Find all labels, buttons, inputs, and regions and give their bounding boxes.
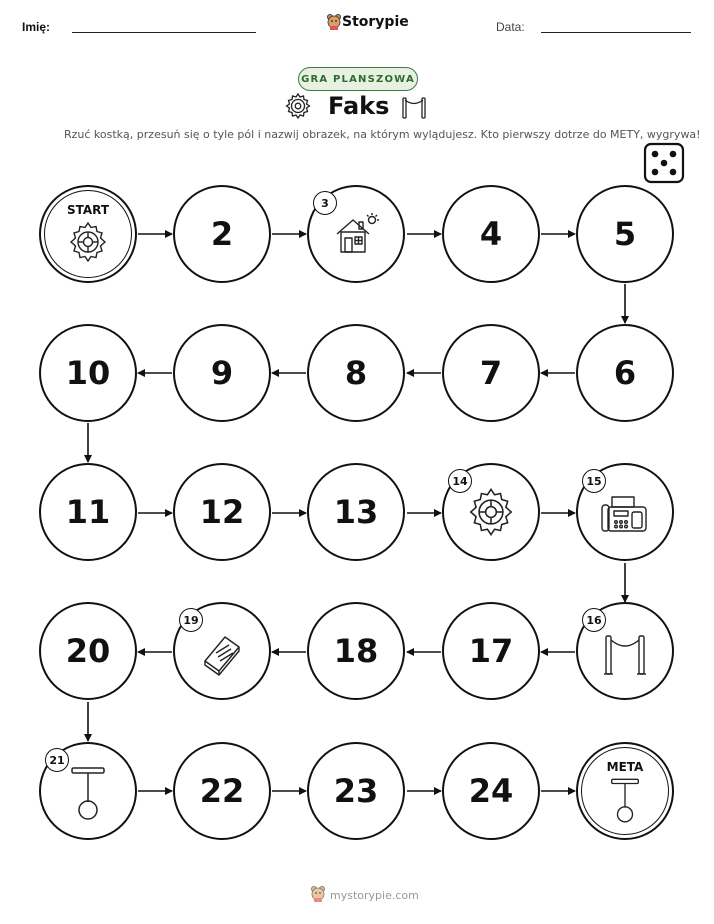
space-number: 17: [468, 632, 514, 670]
space-number: 5: [613, 215, 637, 253]
board-space: [576, 185, 674, 283]
space-number: 9: [210, 354, 234, 392]
space-number: 24: [468, 772, 514, 810]
space-tag: 21: [45, 748, 69, 772]
book-icon: [199, 631, 245, 677]
footer-bear-icon: [309, 885, 327, 903]
rope-barrier-icon: [602, 632, 648, 678]
meta-label: META: [606, 760, 644, 774]
space-number: 18: [333, 632, 379, 670]
pendulum-icon: [68, 764, 108, 824]
start-label: START: [66, 203, 110, 217]
board-space: [307, 602, 405, 700]
space-number: 4: [479, 215, 503, 253]
footer-url[interactable]: mystorypie.com: [330, 889, 419, 902]
board-space: [442, 185, 540, 283]
space-number: 22: [199, 772, 245, 810]
board-space: [442, 602, 540, 700]
house-icon: [331, 212, 381, 256]
board-space: [307, 463, 405, 561]
board-space: [173, 185, 271, 283]
space-number: 20: [65, 632, 111, 670]
pendulum-icon: [608, 776, 642, 826]
name-line[interactable]: [72, 32, 256, 33]
board-space: [173, 324, 271, 422]
board-space: [39, 602, 137, 700]
space-number: 11: [65, 493, 111, 531]
date-line[interactable]: [541, 32, 691, 33]
board-space: [576, 324, 674, 422]
instructions: Rzuć kostką, przesuń się o tyle pól i nazwij obrazek, na którym wylądujesz. Kto pierwszy dotrze do METY, wygrywa!: [64, 128, 701, 141]
bear-icon: [326, 13, 342, 31]
space-number: 6: [613, 354, 637, 392]
board-space: [39, 324, 137, 422]
space-number: 10: [65, 354, 111, 392]
space-number: 12: [199, 493, 245, 531]
board-space: [442, 324, 540, 422]
name-label: Imię:: [22, 20, 51, 34]
gear-icon: [466, 487, 516, 537]
game-type-badge: GRA PLANSZOWA: [298, 67, 418, 91]
brand-logo: [326, 13, 342, 35]
title-barrier-icon: [400, 96, 428, 120]
board-space: [173, 742, 271, 840]
brand-name: Storypie: [342, 14, 409, 30]
board-space-start: [39, 185, 137, 283]
space-number: 2: [210, 215, 234, 253]
gear-icon: [67, 221, 109, 263]
date-label: Data:: [496, 20, 525, 34]
space-number: 23: [333, 772, 379, 810]
board-space: [173, 463, 271, 561]
board-space: [307, 742, 405, 840]
board-space: [307, 324, 405, 422]
page-title: Faks: [328, 92, 390, 120]
board-space-meta: [576, 742, 674, 840]
space-tag: 3: [313, 191, 337, 215]
space-number: 13: [333, 493, 379, 531]
board-space: [39, 463, 137, 561]
space-number: 7: [479, 354, 503, 392]
space-number: 8: [344, 354, 368, 392]
space-tag: 14: [448, 469, 472, 493]
space-tag: 19: [179, 608, 203, 632]
dice-icon: [643, 142, 685, 184]
space-tag: 15: [582, 469, 606, 493]
title-gear-icon: [284, 92, 312, 120]
board-space: [442, 742, 540, 840]
fax-icon: [600, 495, 650, 535]
space-tag: 16: [582, 608, 606, 632]
